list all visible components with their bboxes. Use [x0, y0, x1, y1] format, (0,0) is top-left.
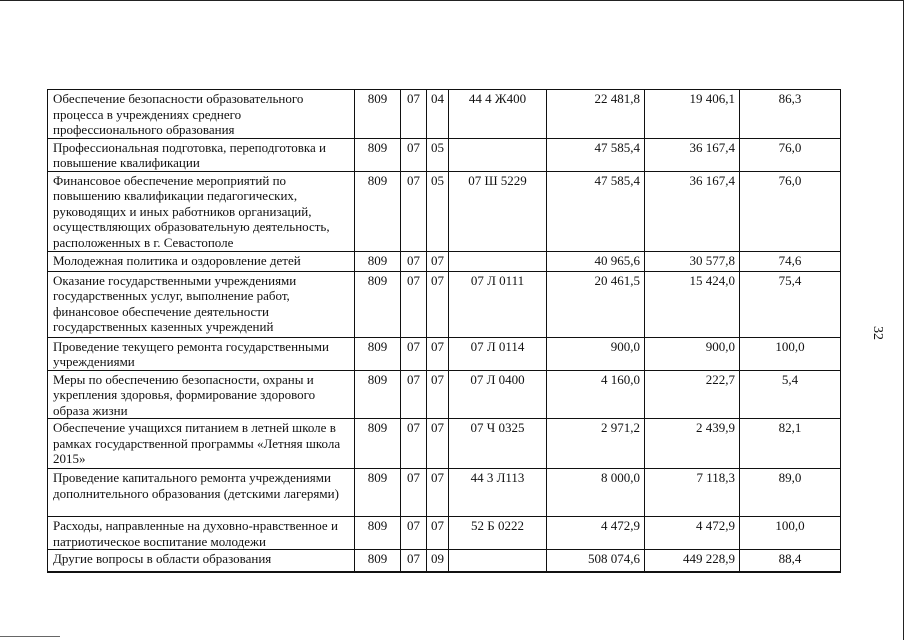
table-row [48, 90, 841, 139]
table-row [48, 419, 841, 469]
row-name-cell: Проведение текущего ремонта государственными учреждениями [48, 337, 355, 370]
subsection-cell: 07 [427, 251, 449, 271]
section-cell: 07 [401, 90, 427, 139]
grbs-cell: 809 [355, 370, 401, 419]
subsection-cell: 05 [427, 138, 449, 171]
table-row [48, 337, 841, 370]
section-cell: 07 [401, 337, 427, 370]
actual-amount-cell: 4 472,9 [645, 517, 740, 550]
table-row [48, 517, 841, 550]
section-cell: 07 [401, 469, 427, 517]
plan-amount-cell: 20 461,5 [547, 271, 645, 337]
actual-amount-cell: 449 228,9 [645, 550, 740, 572]
target-article-cell: 52 Б 0222 [449, 517, 547, 550]
section-cell: 07 [401, 171, 427, 251]
plan-amount-cell: 22 481,8 [547, 90, 645, 139]
target-article-cell: 07 Л 0114 [449, 337, 547, 370]
execution-percent-cell: 88,4 [740, 550, 841, 572]
grbs-cell: 809 [355, 90, 401, 139]
budget-execution-table [47, 89, 841, 573]
execution-percent-cell: 100,0 [740, 337, 841, 370]
table-row [48, 271, 841, 337]
scan-frame-bottom-mark [0, 636, 60, 637]
target-article-cell: 44 3 Л113 [449, 469, 547, 517]
actual-amount-cell: 36 167,4 [645, 138, 740, 171]
actual-amount-cell: 2 439,9 [645, 419, 740, 469]
actual-amount-cell: 7 118,3 [645, 469, 740, 517]
subsection-cell: 07 [427, 271, 449, 337]
subsection-cell: 05 [427, 171, 449, 251]
grbs-cell: 809 [355, 469, 401, 517]
subsection-cell: 04 [427, 90, 449, 139]
execution-percent-cell: 74,6 [740, 251, 841, 271]
grbs-cell: 809 [355, 251, 401, 271]
plan-amount-cell: 47 585,4 [547, 138, 645, 171]
table-row [48, 370, 841, 419]
actual-amount-cell: 15 424,0 [645, 271, 740, 337]
actual-amount-cell: 222,7 [645, 370, 740, 419]
section-cell: 07 [401, 138, 427, 171]
grbs-cell: 809 [355, 337, 401, 370]
actual-amount-cell: 36 167,4 [645, 171, 740, 251]
grbs-cell: 809 [355, 419, 401, 469]
execution-percent-cell: 82,1 [740, 419, 841, 469]
plan-amount-cell: 4 160,0 [547, 370, 645, 419]
subsection-cell: 07 [427, 469, 449, 517]
row-name-cell: Профессиональная подготовка, переподготовка и повышение квалификации [48, 138, 355, 171]
subsection-cell: 09 [427, 550, 449, 572]
plan-amount-cell: 508 074,6 [547, 550, 645, 572]
grbs-cell: 809 [355, 550, 401, 572]
section-cell: 07 [401, 251, 427, 271]
subsection-cell: 07 [427, 337, 449, 370]
actual-amount-cell: 900,0 [645, 337, 740, 370]
table-row [48, 171, 841, 251]
grbs-cell: 809 [355, 171, 401, 251]
target-article-cell: 07 Ч 0325 [449, 419, 547, 469]
actual-amount-cell: 19 406,1 [645, 90, 740, 139]
execution-percent-cell: 75,4 [740, 271, 841, 337]
row-name-cell: Проведение капитального ремонта учреждениями дополнительного образования (детскими лагерями) [48, 469, 355, 517]
target-article-cell: 44 4 Ж400 [449, 90, 547, 139]
target-article-cell [449, 550, 547, 572]
plan-amount-cell: 8 000,0 [547, 469, 645, 517]
subsection-cell: 07 [427, 517, 449, 550]
target-article-cell [449, 138, 547, 171]
subsection-cell: 07 [427, 419, 449, 469]
table-body [48, 90, 841, 572]
table-row [48, 550, 841, 572]
execution-percent-cell: 100,0 [740, 517, 841, 550]
table-row [48, 469, 841, 517]
section-cell: 07 [401, 419, 427, 469]
row-name-cell: Расходы, направленные на духовно-нравственное и патриотическое воспитание молодежи [48, 517, 355, 550]
execution-percent-cell: 76,0 [740, 138, 841, 171]
grbs-cell: 809 [355, 517, 401, 550]
row-name-cell: Финансовое обеспечение мероприятий по повышению квалификации педагогических, руководящих и иных работников организаций, осуществляющих образовательную деятельность, расположенных в г. Севастополе [48, 171, 355, 251]
plan-amount-cell: 900,0 [547, 337, 645, 370]
row-name-cell: Обеспечение безопасности образовательного процесса в учреждениях среднего профессионального образования [48, 90, 355, 139]
row-name-cell: Оказание государственными учреждениями государственных услуг, выполнение работ, финансовое обеспечение деятельности государственных казенных учреждений [48, 271, 355, 337]
scan-frame-right-line [903, 0, 904, 640]
plan-amount-cell: 47 585,4 [547, 171, 645, 251]
grbs-cell: 809 [355, 271, 401, 337]
row-name-cell: Другие вопросы в области образования [48, 550, 355, 572]
plan-amount-cell: 4 472,9 [547, 517, 645, 550]
section-cell: 07 [401, 517, 427, 550]
execution-percent-cell: 5,4 [740, 370, 841, 419]
section-cell: 07 [401, 550, 427, 572]
target-article-cell: 07 Л 0111 [449, 271, 547, 337]
section-cell: 07 [401, 271, 427, 337]
scan-frame-top-line [0, 0, 903, 1]
actual-amount-cell: 30 577,8 [645, 251, 740, 271]
row-name-cell: Молодежная политика и оздоровление детей [48, 251, 355, 271]
execution-percent-cell: 86,3 [740, 90, 841, 139]
execution-percent-cell: 89,0 [740, 469, 841, 517]
row-name-cell: Обеспечение учащихся питанием в летней школе в рамках государственной программы «Летняя школа 2015» [48, 419, 355, 469]
target-article-cell: 07 Ш 5229 [449, 171, 547, 251]
grbs-cell: 809 [355, 138, 401, 171]
execution-percent-cell: 76,0 [740, 171, 841, 251]
page-number: 32 [870, 326, 885, 340]
plan-amount-cell: 2 971,2 [547, 419, 645, 469]
table-row [48, 251, 841, 271]
subsection-cell: 07 [427, 370, 449, 419]
plan-amount-cell: 40 965,6 [547, 251, 645, 271]
table-row [48, 138, 841, 171]
section-cell: 07 [401, 370, 427, 419]
target-article-cell: 07 Л 0400 [449, 370, 547, 419]
row-name-cell: Меры по обеспечению безопасности, охраны и укрепления здоровья, формирование здорового образа жизни [48, 370, 355, 419]
target-article-cell [449, 251, 547, 271]
